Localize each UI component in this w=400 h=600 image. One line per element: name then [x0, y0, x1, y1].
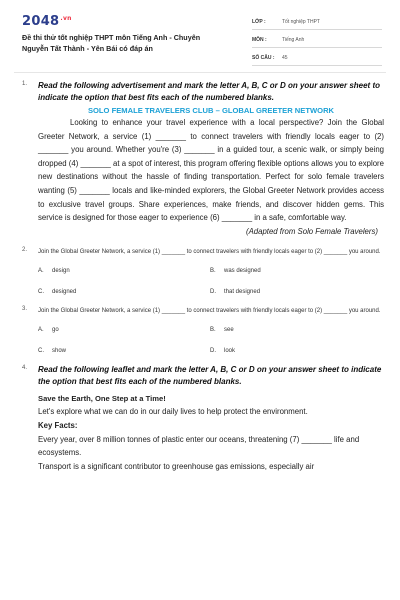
option-letter: C.	[38, 289, 44, 296]
option-text: that designed	[224, 289, 261, 296]
leaflet-intro: Let's explore what we can do in our daily lives to help protect the environment.	[38, 407, 308, 417]
logo-text: 2048	[22, 14, 60, 29]
document-title: Đề thi thử tốt nghiệp THPT môn Tiếng Anh - Chuyên Nguyễn Tất Thành - Yên Bái có đáp án	[22, 33, 201, 53]
option-text: design	[52, 268, 70, 275]
site-logo[interactable]	[22, 14, 72, 29]
option-letter: A.	[38, 327, 44, 334]
option-b[interactable]	[210, 267, 382, 276]
passage-text	[38, 116, 384, 225]
option-text: show	[52, 348, 67, 355]
option-letter: B.	[210, 268, 216, 275]
question-number: 4.	[22, 365, 28, 372]
passage-source: (Adapted from Solo Female Travelers)	[245, 226, 378, 236]
option-d[interactable]	[210, 347, 382, 356]
key-facts-label	[38, 419, 384, 433]
option-text: was designed	[224, 268, 261, 275]
meta-label: LỚP :	[252, 18, 266, 25]
key-facts-heading: Key Facts:	[38, 420, 78, 430]
meta-subject-row	[252, 32, 382, 48]
option-a[interactable]	[38, 326, 210, 335]
option-letter: C.	[38, 348, 44, 355]
page-header	[0, 0, 400, 70]
question-text: Join the Global Greeter Network, a service (1) _______ to connect travelers with friendly locals eager to (2) _______ you around.	[38, 249, 381, 256]
leaflet-fact: Transport is a significant contributor to greenhouse gas emissions, especially air	[38, 461, 315, 471]
question-number: 1.	[22, 81, 28, 87]
option-d[interactable]	[210, 288, 382, 297]
question-3	[22, 305, 384, 356]
answer-options	[38, 267, 384, 297]
meta-label: SỐ CÂU :	[252, 54, 275, 61]
option-letter: B.	[210, 327, 216, 334]
option-letter: D.	[210, 348, 216, 355]
option-c[interactable]	[38, 347, 210, 356]
meta-class-row	[252, 14, 382, 30]
option-letter: A.	[38, 268, 44, 275]
leaflet-fact: Every year, over 8 million tonnes of plastic enter our oceans, threatening (7) _______ life and ecosystems.	[38, 434, 360, 458]
question-list	[22, 80, 384, 481]
question-1	[22, 80, 384, 238]
question-instruction: Read the following leaflet and mark the letter A, B, C or D on your answer sheet to indicate the option that best fits each of the numbered blanks.	[38, 365, 382, 387]
option-text: see	[224, 327, 234, 334]
meta-label: MÔN :	[252, 36, 267, 43]
question-4	[22, 364, 384, 473]
passage-title: SOLO FEMALE TRAVELERS CLUB – GLOBAL GREETER NETWORK	[87, 106, 335, 115]
question-number: 3.	[22, 306, 28, 313]
question-number: 2.	[22, 247, 28, 254]
option-letter: D.	[210, 289, 216, 296]
passage-body: Looking to enhance your travel experience with a local perspective? Join the Global Greeter Network, a service (1) _______ to connect travelers with friendly locals eager to (2) _______ you around. Whether you're (3) _______ in a guided tour, a scenic walk, or simply being dropped (4) _______ at a spot of interest, this program offering flexible options allows you to explore new destinations without the hassle of finding transportation. Perfect for solo female travelers wanting (5) _______ locals and like-minded explorers, the Global Greeter Network provides access to exclusive travel groups. Share experiences, make friends, and discover hidden gems. This service is designed for those eager to experience (6) _______ in a safe, comfortable way.	[38, 118, 384, 223]
option-c[interactable]	[38, 288, 210, 297]
meta-value: Tiếng Anh	[282, 36, 305, 43]
logo-suffix: .vn	[60, 14, 72, 22]
meta-value: 45	[282, 54, 288, 61]
option-text: look	[224, 348, 236, 355]
option-text: designed	[52, 289, 77, 296]
meta-value: Tốt nghiệp THPT	[282, 18, 320, 25]
option-b[interactable]	[210, 326, 382, 335]
meta-count-row	[252, 50, 382, 66]
question-instruction: Read the following advertisement and mark the letter A, B, C or D on your answer sheet to indicate the option that best fits each of the numbered blanks.	[38, 81, 380, 102]
leaflet-title: Save the Earth, One Step at a Time!	[38, 394, 166, 404]
question-2	[22, 246, 384, 297]
question-text: Join the Global Greeter Network, a service (1) _______ to connect travelers with friendly locals eager to (2) _______ you around.	[38, 308, 381, 315]
answer-options	[38, 326, 384, 356]
document-meta	[252, 14, 382, 68]
option-text: go	[52, 327, 59, 334]
header-divider	[14, 72, 386, 73]
option-a[interactable]	[38, 267, 210, 276]
